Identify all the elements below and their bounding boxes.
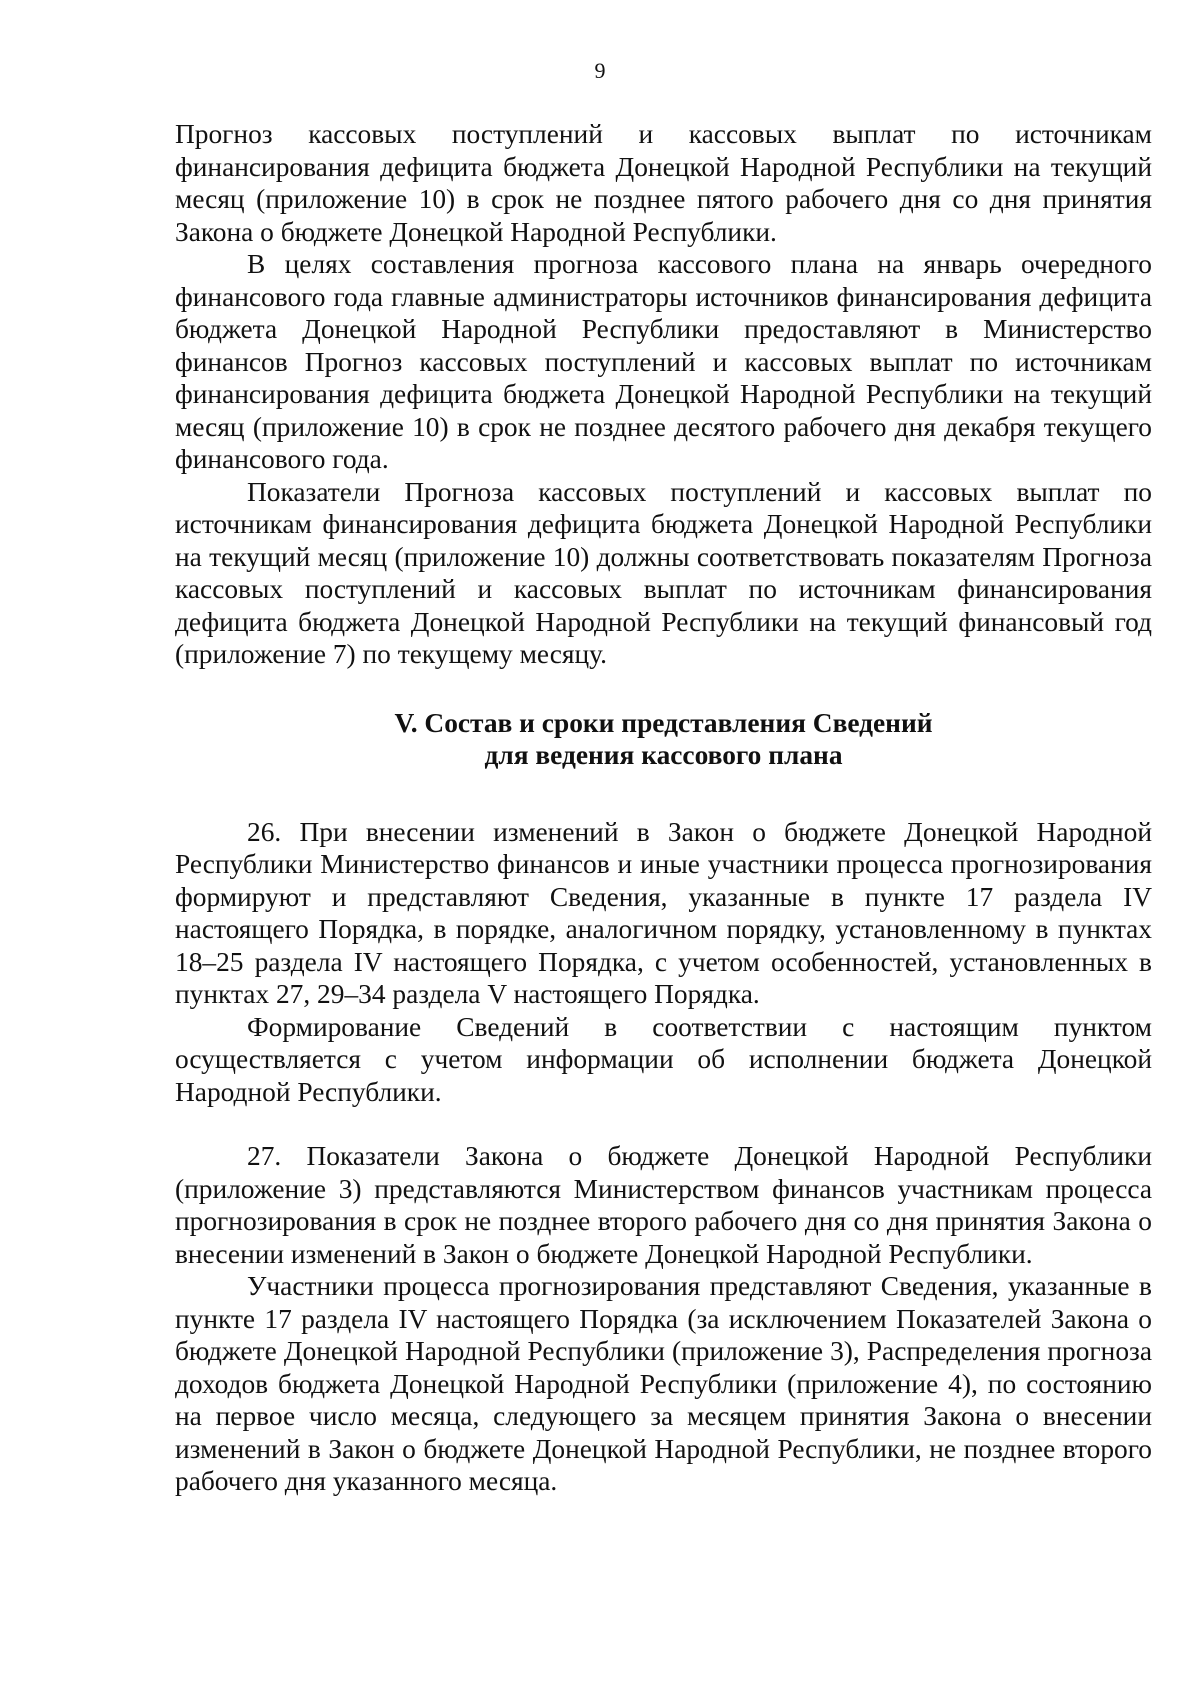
item-27-paragraph-2: Участники процесса прогнозирования представляют Сведения, указанные в пункте 17 раздела IV настоящего Порядка (за исключением Показателей Закона о бюджете Донецкой Народной Республики (приложение 3), Распределения прогноза доходов бюджета Донецкой Народной Республики (приложение 4), по состоянию на первое число месяца, следующего за месяцем принятия Закона о внесении изменений в Закон о бюджете Донецкой Народной Республики, не позднее второго рабочего дня указанного месяца. xyxy=(175,1271,1152,1496)
item-27-paragraph-1: 27. Показатели Закона о бюджете Донецкой Народной Республики (приложение 3) представляются Министерством финансов участникам процесса прогнозирования в срок не позднее второго рабочего дня со дня принятия Закона о внесении изменений в Закон о бюджете Донецкой Народной Республики. xyxy=(175,1141,1152,1269)
paragraph-january-forecast: В целях составления прогноза кассового плана на январь очередного финансового года главные администраторы источников финансирования дефицита бюджета Донецкой Народной Республики предоставляют в Министерство финансов Прогноз кассовых поступлений и кассовых выплат по источникам финансирования дефицита бюджета Донецкой Народной Республики на текущий месяц (приложение 10) в срок не позднее десятого рабочего дня декабря текущего финансового года. xyxy=(175,249,1152,474)
paragraph-forecast-deadline: Прогноз кассовых поступлений и кассовых выплат по источникам финансирования дефицита бюджета Донецкой Народной Республики на текущий месяц (приложение 10) в срок не позднее пятого рабочего дня со дня принятия Закона о бюджете Донецкой Народной Республики. xyxy=(175,119,1152,247)
item-26-paragraph-1: 26. При внесении изменений в Закон о бюджете Донецкой Народной Республики Министерство финансов и иные участники процесса прогнозирования формируют и представляют Сведения, указанные в пункте 17 раздела IV настоящего Порядка, в порядке, аналогичном порядку, установленному в пунктах 18–25 раздела IV настоящего Порядка, с учетом особенностей, установленных в пунктах 27, 29–34 раздела V настоящего Порядка. xyxy=(175,816,1152,1009)
section-title-line-1: V. Состав и сроки представления Сведений xyxy=(394,707,933,738)
page-number: 9 xyxy=(594,58,606,83)
section-title-line-2: для ведения кассового плана xyxy=(484,740,843,770)
document-body xyxy=(175,118,1152,1498)
item-26-paragraph-2: Формирование Сведений в соответствии с настоящим пунктом осуществляется с учетом информации об исполнении бюджета Донецкой Народной Республики. xyxy=(175,1011,1152,1107)
section-title xyxy=(175,707,1152,772)
paragraph-indicators-match: Показатели Прогноза кассовых поступлений и кассовых выплат по источникам финансирования дефицита бюджета Донецкой Народной Республики на текущий месяц (приложение 10) должны соответствовать показателям Прогноза кассовых поступлений и кассовых выплат по источникам финансирования дефицита бюджета Донецкой Народной Республики на текущий финансовый год (приложение 7) по текущему месяцу. xyxy=(175,476,1152,669)
